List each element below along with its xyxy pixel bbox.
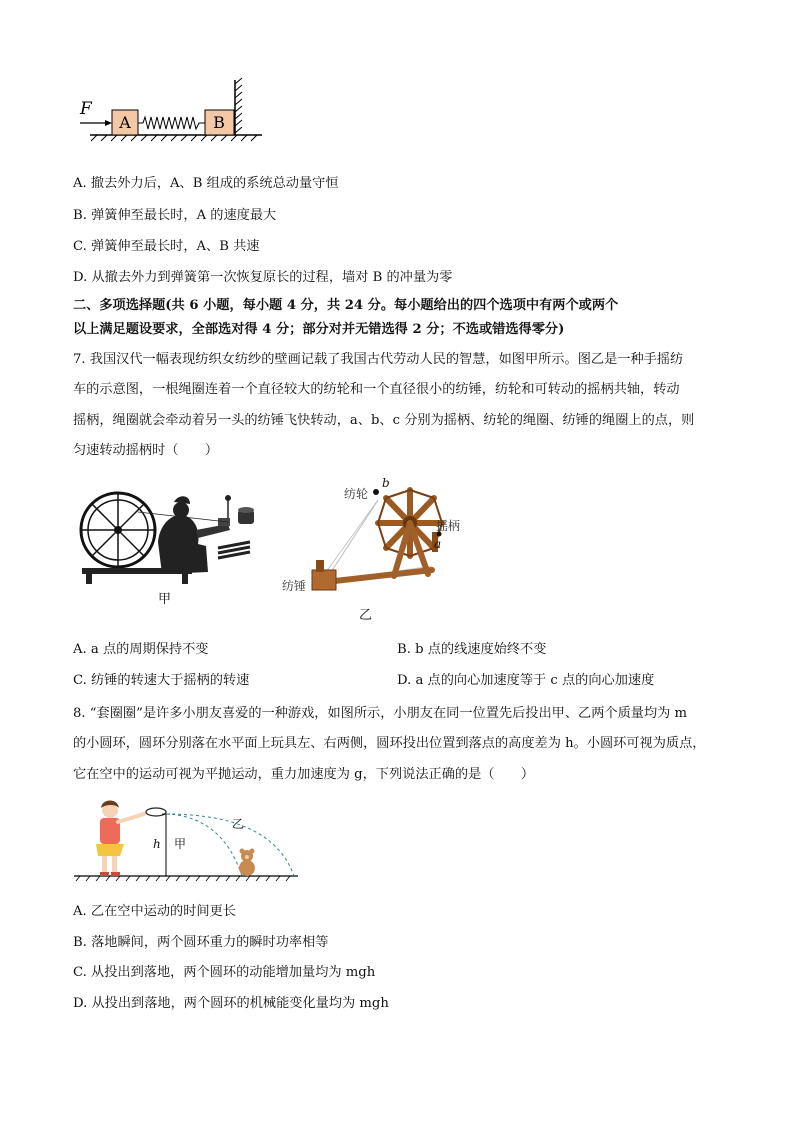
mural-spinning-figure (78, 482, 274, 608)
label-jia: 甲 (174, 837, 187, 851)
q8-option-a: A. 乙在空中运动的时间更长 (73, 904, 236, 919)
figure-yi-caption: 乙 (359, 608, 373, 623)
figure-jia-caption: 甲 (158, 592, 172, 607)
section2-heading-line1: 二、多项选择题(共 6 小题，每小题 4 分，共 24 分。每小题给出的四个选项中有两个或两个 (73, 298, 619, 313)
q8-stem-line1: 8. “套圈圈”是许多小朋友喜爱的一种游戏，如图所示，小朋友在同一位置先后投出甲、乙两个质量均为 m (73, 706, 688, 721)
q7-option-c: C. 纺锤的转速大于摇柄的转速 (73, 673, 250, 688)
ring-toss-figure (72, 796, 304, 882)
q7-option-d: D. a 点的向心加速度等于 c 点的向心加速度 (397, 673, 655, 688)
label-fangchui: 纺锤 (282, 579, 307, 593)
q6-option-b: B. 弹簧伸至最长时，A 的速度最大 (73, 208, 277, 223)
teddy-bear-icon (239, 849, 255, 877)
spring-block-figure (72, 74, 272, 144)
spinning-wheel-figure (282, 474, 482, 624)
label-yi: 乙 (232, 817, 245, 831)
q6-option-d: D. 从撤去外力到弹簧第一次恢复原长的过程，墙对 B 的冲量为零 (73, 270, 453, 285)
label-b: b (382, 476, 390, 490)
q7-stem-line4: 匀速转动摇柄时（ ） (73, 443, 219, 458)
q7-stem-line1: 7. 我国汉代一幅表现纺织女纺纱的壁画记载了我国古代劳动人民的智慧，如图甲所示。图乙是一种手摇纺 (73, 352, 684, 367)
q8-stem-line2: 的小圆环，圆环分别落在水平面上玩具左、右两侧，圆环投出位置到落点的高度差为 h。小圆环可视为质点， (73, 736, 706, 751)
block-a-label: A (119, 113, 131, 132)
q7-stem-line3: 摇柄，绳圈就会牵动着另一头的纺锤飞快转动，a、b、c 分别为摇柄、纺轮的绳圈、纺锤的绳圈上的点，则 (73, 413, 695, 428)
q6-option-a: A. 撤去外力后，A、B 组成的系统总动量守恒 (73, 176, 339, 191)
height-label: h (153, 837, 161, 851)
label-a: a (434, 537, 442, 551)
ring (146, 808, 166, 816)
block-b-label: B (213, 113, 225, 132)
q7-stem-line2: 车的示意图，一根绳圈连着一个直径较大的纺轮和一个直径很小的纺锤，纺轮和可转动的摇柄共轴，转动 (73, 382, 680, 397)
q6-option-c: C. 弹簧伸至最长时，A、B 共速 (73, 239, 260, 254)
q7-option-a: A. a 点的周期保持不变 (73, 642, 209, 657)
label-fanglun: 纺轮 (344, 487, 369, 501)
section2-heading-line2: 以上满足题设要求，全部选对得 4 分；部分对并无错选得 2 分；不选或错选得零分) (73, 322, 565, 337)
q8-option-d: D. 从投出到落地，两个圆环的机械能变化量均为 mgh (73, 996, 389, 1011)
q8-stem-line3: 它在空中的运动可视为平抛运动，重力加速度为 g，下列说法正确的是（ ） (73, 767, 535, 782)
label-yaobing: 摇柄 (436, 519, 461, 533)
q7-option-b: B. b 点的线速度始终不变 (397, 642, 547, 657)
q8-option-b: B. 落地瞬间，两个圆环重力的瞬时功率相等 (73, 935, 329, 950)
spring (138, 117, 205, 129)
q8-option-c: C. 从投出到落地，两个圆环的动能增加量均为 mgh (73, 965, 376, 980)
force-label: F (80, 99, 92, 119)
